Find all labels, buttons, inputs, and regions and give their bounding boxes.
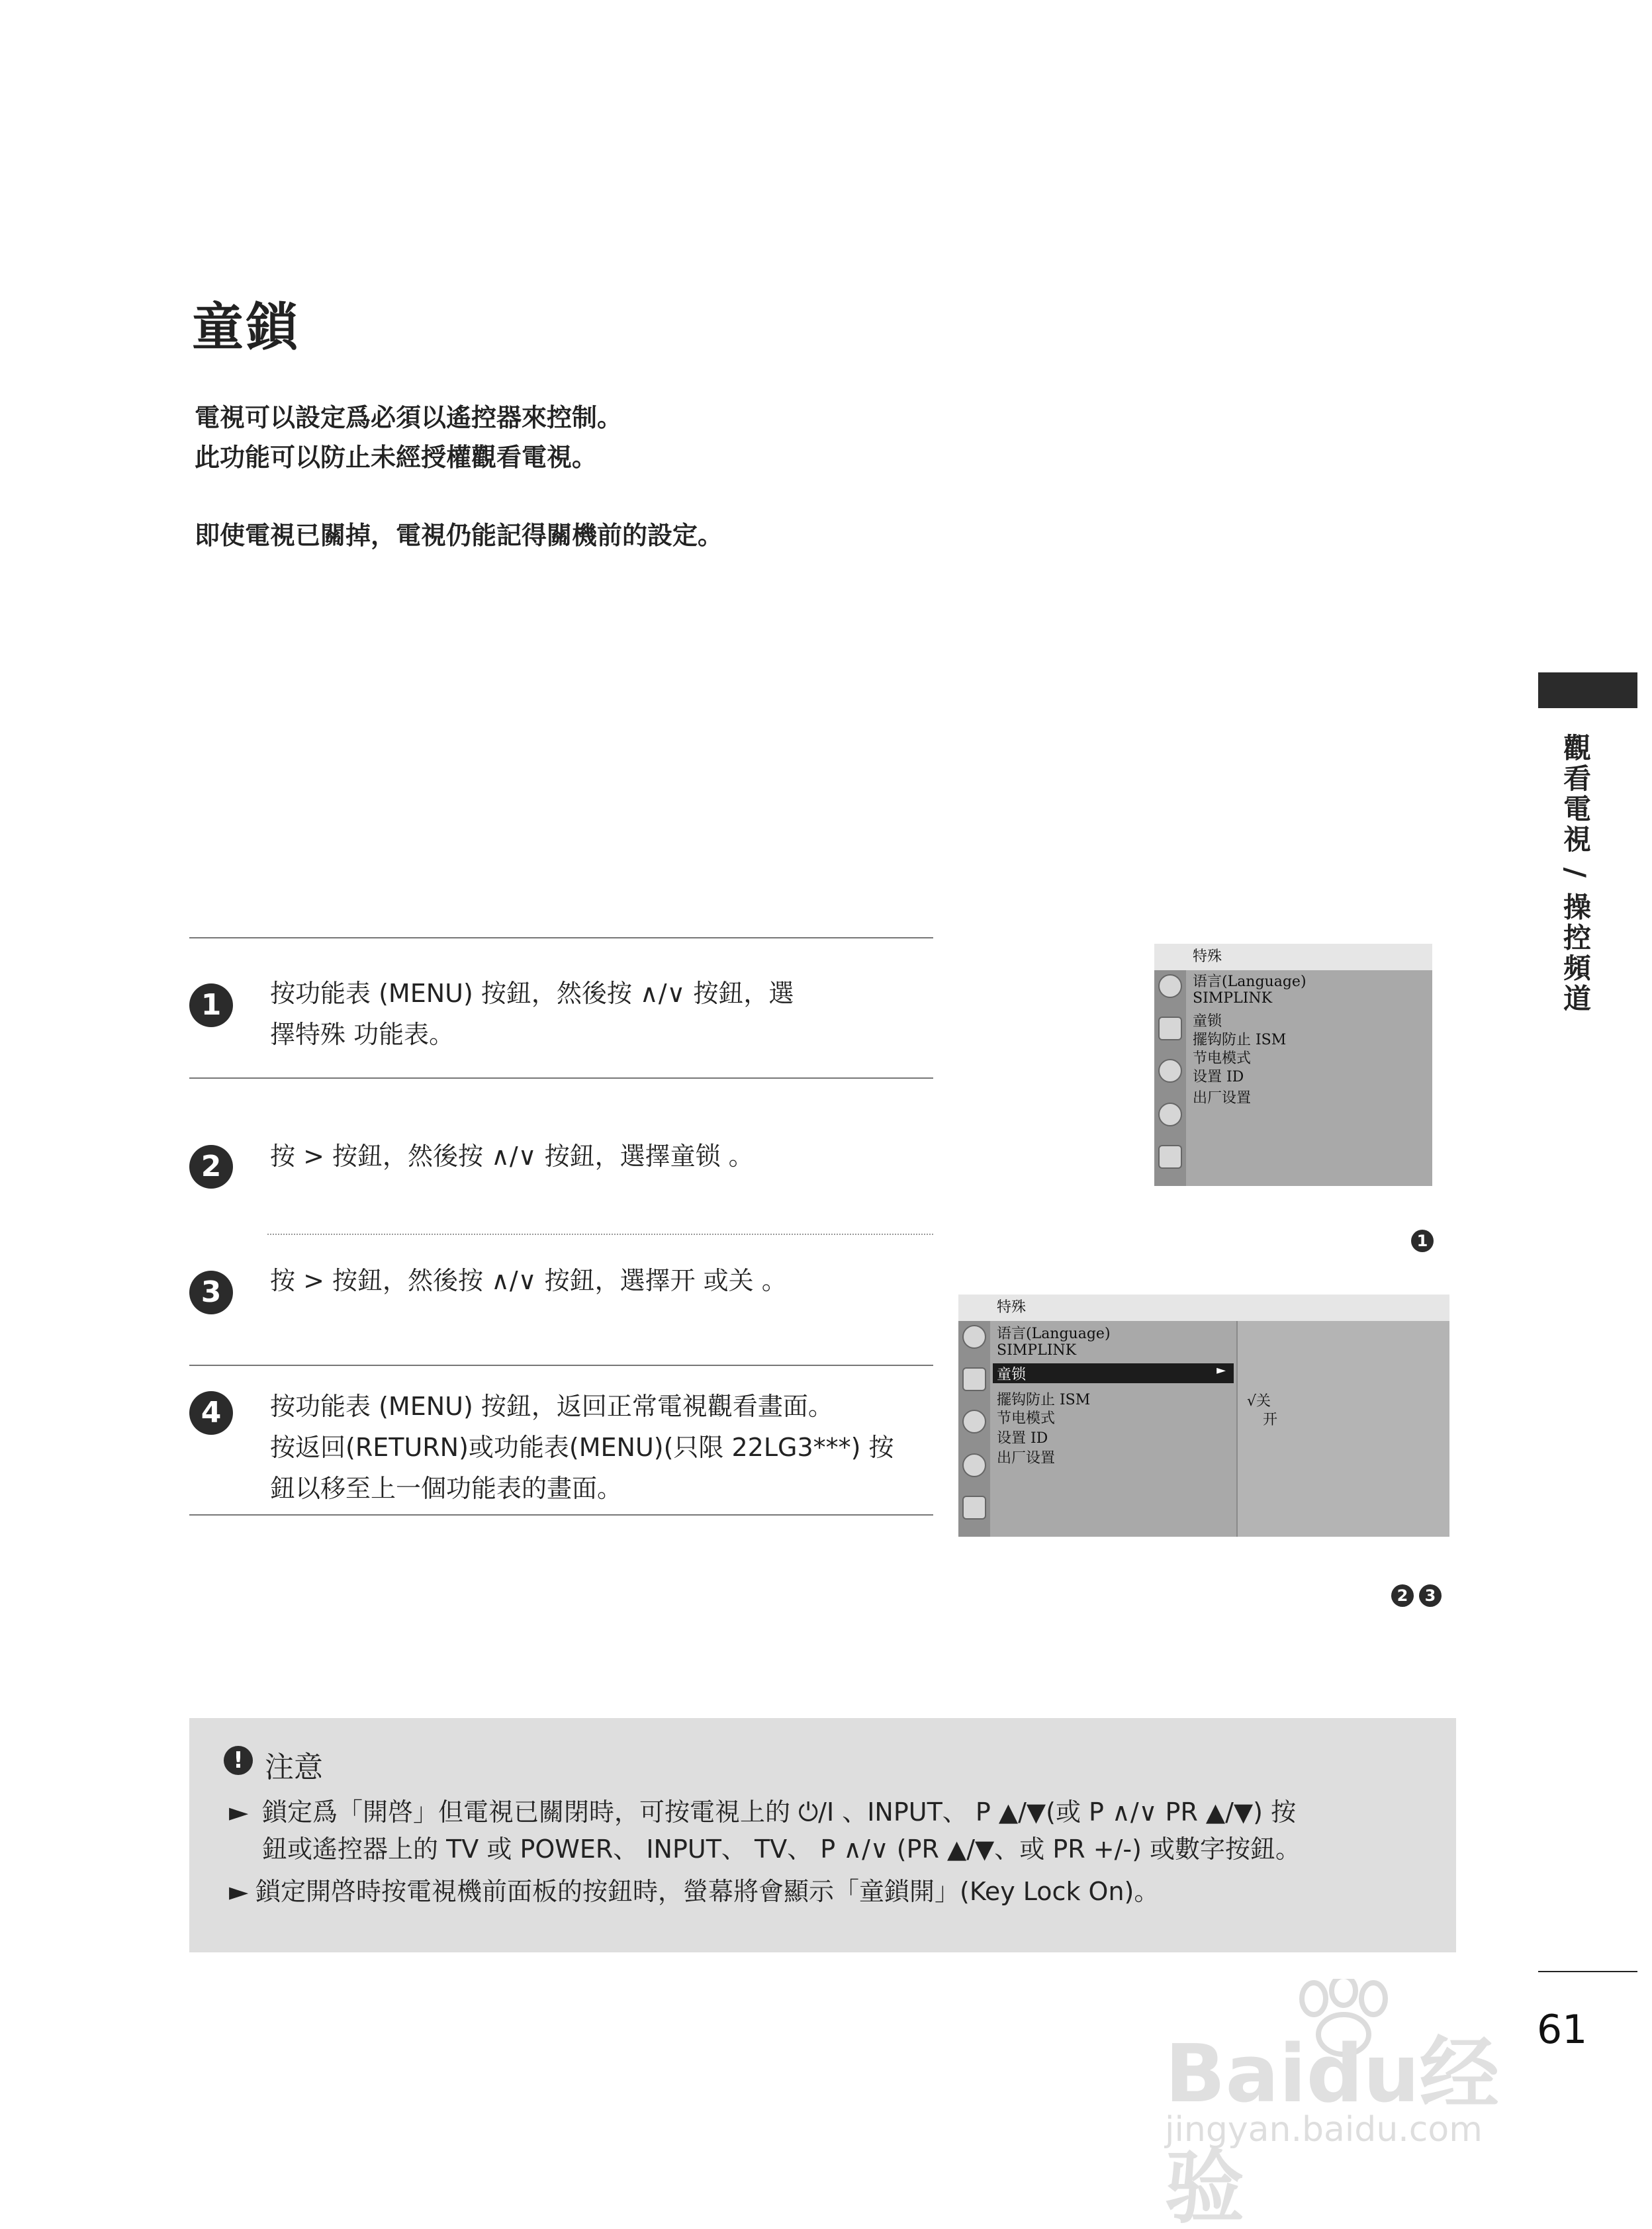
menu-item-simplink: SIMPLINK — [997, 1342, 1077, 1359]
intro-line-3: 即使電視已關掉，電視仍能記得關機前的設定。 — [195, 521, 723, 550]
menu-item-set-id: 设置 ID — [1193, 1069, 1244, 1085]
step-number-2: 2 — [189, 1145, 233, 1189]
screen-caption-1: 1 — [1411, 1230, 1434, 1252]
note-title: 注意 — [265, 1751, 323, 1784]
step-divider — [189, 1077, 933, 1079]
step-4-line-a: 按功能表 (MENU) 按鈕，返回正常電視觀看畫面。 — [270, 1392, 833, 1421]
note-item-1-line-a: 鎖定爲「開啓」但電視已關閉時，可按電視上的 ⏻/I 、INPUT、 P ▲/▼(或 P ∧/∨ PR ▲/▼) 按 — [262, 1797, 1297, 1827]
step-number-3: 3 — [189, 1271, 233, 1314]
menu-item-power-saving: 节电模式 — [997, 1410, 1056, 1427]
menu-title: 特殊 — [958, 1295, 1449, 1321]
step-4-text — [270, 1386, 894, 1509]
tv-menu-screenshot-2 — [958, 1295, 1449, 1537]
chapter-side-label: 觀看電視 / 操控頻道 — [1559, 733, 1592, 1015]
menu-item-key-lock: 童锁 — [1193, 1013, 1222, 1030]
picture-icon — [1158, 1017, 1182, 1040]
note-item-1-line-b: 鈕或遙控器上的 TV 或 POWER、 INPUT、 TV、 P ∧/∨ (PR ▲/▼、或 PR +/-) 或數字按鈕。 — [262, 1835, 1301, 1864]
page-title: 童鎖 — [192, 298, 301, 357]
menu-item-language: 语言(Language) — [1193, 974, 1307, 990]
submenu-panel — [1236, 1321, 1449, 1537]
step-2-text: 按 > 按鈕，然後按 ∧/∨ 按鈕，選擇童锁 。 — [270, 1142, 754, 1171]
menu-item-simplink: SIMPLINK — [1193, 990, 1273, 1007]
step-number-1: 1 — [189, 983, 233, 1027]
note-item-1 — [229, 1794, 1447, 1831]
option-icon — [1158, 1145, 1182, 1169]
step-divider — [189, 1365, 933, 1366]
bullet-arrow-icon: ► — [229, 1877, 249, 1906]
step-4-line-c: 鈕以移至上一個功能表的畫面。 — [270, 1474, 623, 1503]
menu-title: 特殊 — [1154, 944, 1432, 970]
menu-icon-column — [958, 1321, 990, 1537]
page-number-rule — [1538, 1971, 1637, 1972]
note-item-2-text: 鎖定開啓時按電視機前面板的按鈕時，螢幕將會顯示「童鎖開」(Key Lock On)。 — [255, 1877, 1160, 1906]
note-box — [189, 1718, 1456, 1952]
step-number-4: 4 — [189, 1391, 233, 1435]
screen-caption-3: 3 — [1419, 1584, 1442, 1607]
clock-icon — [962, 1453, 986, 1477]
menu-item-ism: 擺钩防止 ISM — [1193, 1032, 1287, 1048]
menu-item-factory-reset: 出厂设置 — [997, 1450, 1056, 1467]
step-divider — [189, 937, 933, 938]
submenu-arrow-icon: ► — [1216, 1363, 1226, 1377]
step-4-line-b: 按返回(RETURN)或功能表(MENU)(只限 22LG3***) 按 — [270, 1433, 894, 1462]
note-item-2 — [229, 1873, 1447, 1910]
step-divider-dotted — [267, 1234, 933, 1235]
menu-item-factory-reset: 出厂设置 — [1193, 1090, 1252, 1107]
warning-icon: ! — [224, 1746, 253, 1775]
menu-icon-column — [1154, 970, 1186, 1186]
screen-caption-2: 2 — [1391, 1584, 1414, 1607]
step-1-text — [270, 973, 794, 1055]
watermark-brand: Baidu经验 — [1165, 2028, 1499, 2229]
option-off-checked: √关 — [1247, 1393, 1271, 1410]
step-3-text: 按 > 按鈕，然後按 ∧/∨ 按鈕，選擇开 或关 。 — [270, 1266, 787, 1295]
audio-icon — [962, 1410, 986, 1433]
disc-icon — [1158, 974, 1182, 998]
intro-line-2: 此功能可以防止未經授權觀看電視。 — [195, 443, 598, 472]
clock-icon — [1158, 1103, 1182, 1126]
menu-item-set-id: 设置 ID — [997, 1430, 1048, 1447]
picture-icon — [962, 1367, 986, 1391]
menu-item-power-saving: 节电模式 — [1193, 1050, 1252, 1067]
option-icon — [962, 1496, 986, 1520]
menu-item-key-lock-selected — [993, 1363, 1234, 1383]
menu-item-language: 语言(Language) — [997, 1326, 1111, 1342]
watermark-url: jingyan.baidu.com — [1165, 2110, 1483, 2150]
disc-icon — [962, 1325, 986, 1349]
step-1-line-a: 按功能表 (MENU) 按鈕，然後按 ∧/∨ 按鈕，選 — [270, 979, 794, 1008]
bullet-arrow-icon: ► — [229, 1797, 249, 1827]
menu-item-ism: 擺钩防止 ISM — [997, 1392, 1091, 1408]
chapter-tab-marker — [1538, 672, 1637, 708]
step-divider — [189, 1514, 933, 1516]
step-1-line-b: 擇特殊 功能表。 — [270, 1020, 455, 1049]
page-number: 61 — [1537, 2007, 1588, 2053]
tv-menu-screenshot-1 — [1154, 944, 1432, 1186]
audio-icon — [1158, 1059, 1182, 1083]
baidu-watermark — [1165, 1979, 1536, 2229]
selected-item-label: 童锁 — [997, 1367, 1027, 1383]
option-on: 开 — [1263, 1412, 1278, 1428]
intro-line-1: 電視可以設定爲必須以遙控器來控制。 — [195, 403, 623, 432]
